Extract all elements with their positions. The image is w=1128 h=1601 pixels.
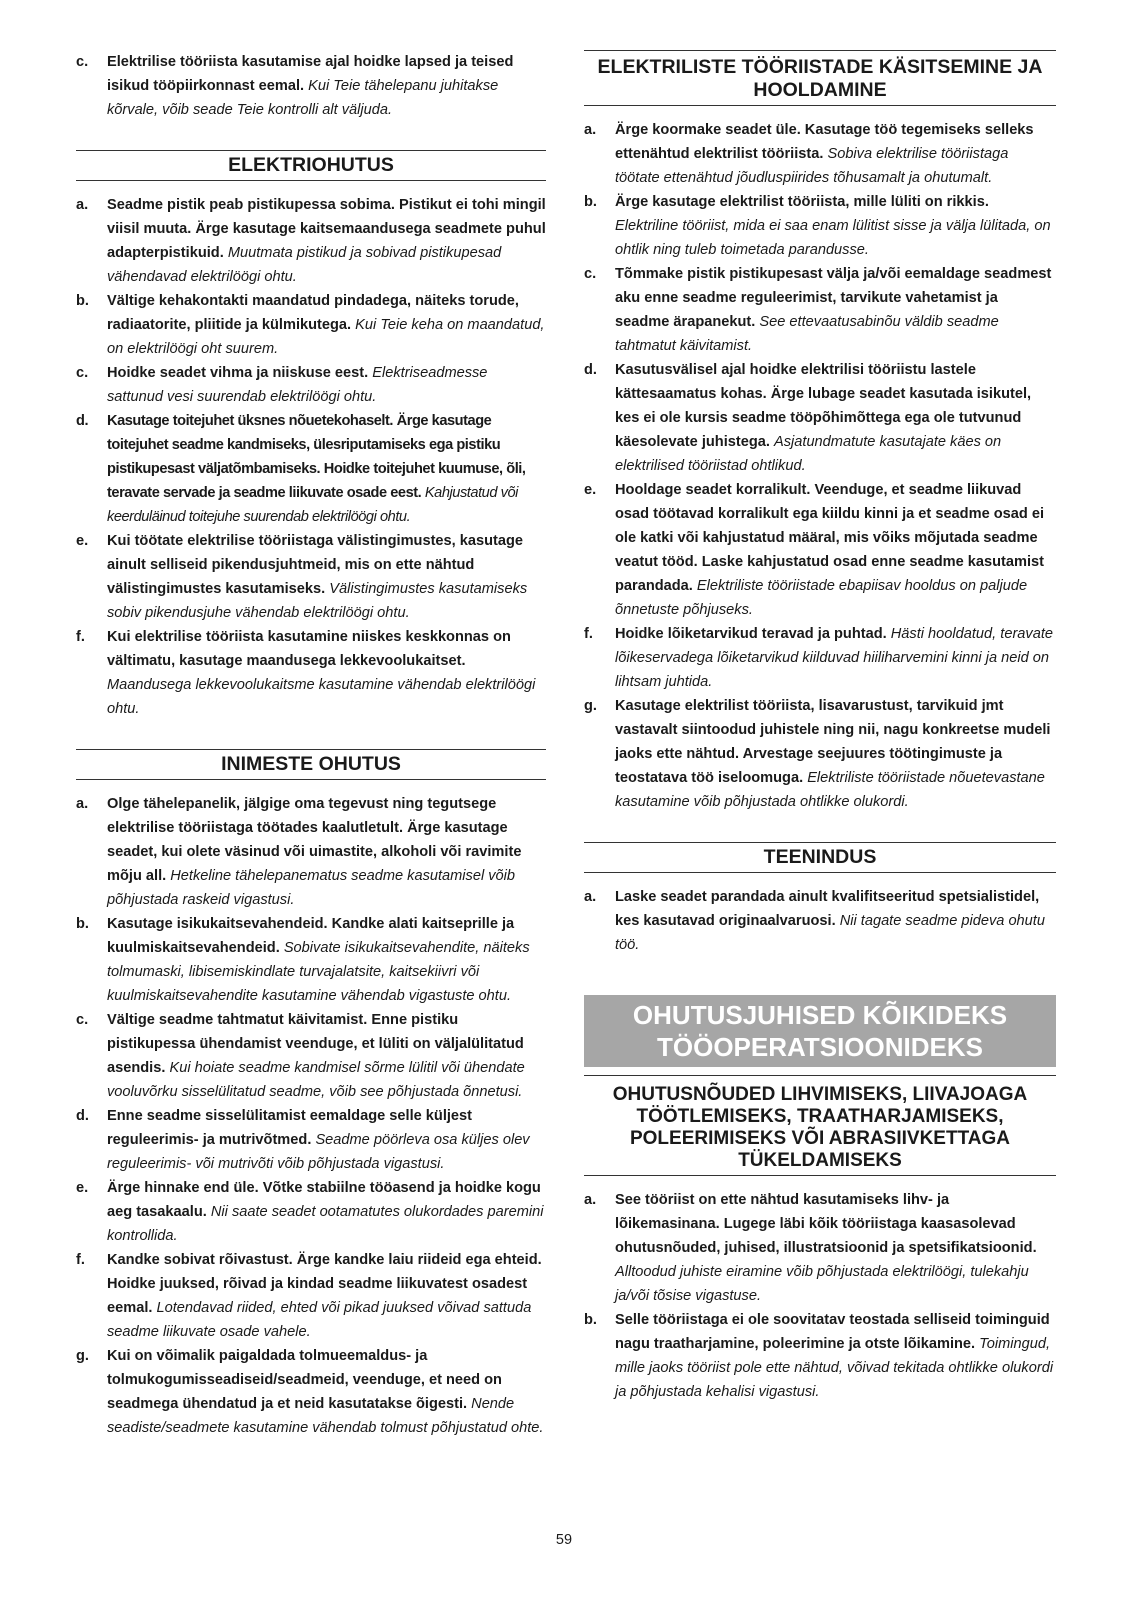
item-bold-text: Seadme pistik peab pistikupessa sobima. Pistikut ei tohi mingil viisil muuta. Ärge kasutage kaitsemaandusega seadmete puhul adapterpistikuid. [107,197,546,261]
item-italic-text: Toimingud, mille jaoks tööriist pole ette nähtud, võivad tekitada ohtlikke olukordi ja põhjustada kehalisi vigastusi. [615,1336,1054,1400]
item-letter: a. [76,197,89,213]
item-italic-text: Elektriliste tööriistade nõuetevastane kasutamine võib põhjustada ohtlikke olukordi. [615,770,1045,810]
list-item [76,361,546,409]
heading-line: ELEKTRILISTE TÖÖRIISTADE KÄSITSEMINE JA [597,56,1043,78]
section-heading-teenindus: TEENINDUS [584,842,1056,873]
item-italic-text: Seadme pöörleva osa küljes olev reguleerimis- või mutrivõti võib põhjustada vigastusi. [107,1132,530,1172]
item-italic-text: Lotendavad riided, ehted või pikad juuksed võivad sattuda seadme liikuvate osade vahele. [107,1300,532,1340]
item-bold-text: Kui töötate elektrilise tööriistaga välistingimustes, kasutage ainult selliseid pikendusjuhtmeid, mis on ette nähtud välistingimustes kasutamiseks. [107,533,524,597]
item-italic-text: Kui Teie keha on maandatud, on elektrilöögi oht suurem. [107,317,545,357]
list-item [584,885,1056,957]
item-bold-text: Hoidke lõiketarvikud teravad ja puhtad. [615,626,887,642]
list-item [584,694,1056,814]
list-item [76,1008,546,1104]
item-bold-text: Kandke sobivat rõivastust. Ärge kandke laiu riideid ega ehteid. Hoidke juuksed, rõivad ja kindad seadme liikuvatest osadest eemal. [107,1252,542,1316]
item-bold-text: Kui on võimalik paigaldada tolmueemaldus- ja tolmukogumisseadiseid/seadmeid, veenduge, et need on seadmega ühendatud ja et neid kasutatakse õigesti. [107,1348,502,1412]
item-italic-text: Elektriline tööriist, mida ei saa enam lülitist sisse ja välja lülitada, on ohtlik ning tuleb toimetada parandusse. [615,218,1051,258]
item-letter: f. [76,629,85,645]
list-item [584,358,1056,478]
list-item [76,912,546,1008]
item-letter: b. [76,293,89,309]
section-heading-lihvimine [584,1075,1056,1176]
item-letter: e. [76,1180,89,1196]
item-italic-text: Muutmata pistikud ja sobivad pistikupesad vähendavad elektrilöögi ohtu. [107,245,502,285]
heading-line: HOOLDAMINE [753,79,887,101]
item-letter: d. [584,362,597,378]
list-item [76,529,546,625]
heading-line: TÖÖTLEMISEKS, TRAATHARJAMISEKS, [636,1106,1004,1127]
item-bold-text: Ärge hinnake end üle. Võtke stabiilne tööasend ja hoidke kogu aeg tasakaalu. [107,1180,541,1220]
item-letter: b. [76,916,89,932]
item-italic-text: Välistingimustes kasutamiseks sobiv pikendusjuhe vähendab elektrilöögi ohtu. [107,581,528,621]
item-letter: d. [76,413,89,429]
item-letter: c. [584,266,597,282]
section-banner [584,995,1056,1067]
item-letter: f. [76,1252,85,1268]
list-item [76,1344,546,1440]
list-item [584,118,1056,190]
item-letter: a. [584,1192,597,1208]
section-heading-inimeste-ohutus: INIMESTE OHUTUS [76,749,546,780]
item-italic-text: Nende seadiste/seadmete kasutamine vähendab tolmust põhjustatud ohte. [107,1396,544,1436]
item-letter: a. [584,122,597,138]
item-letter: e. [584,482,597,498]
item-bold-text: Ärge kasutage elektrilist tööriista, mille lüliti on rikkis. [615,194,989,210]
list-item [584,622,1056,694]
list-item [76,1104,546,1176]
item-bold-text: Kasutage elektrilist tööriista, lisavarustust, tarvikuid jmt vastavalt siintoodud juhistele ning nii, nagu konkreetse mudeli jaoks ette nähtud. Arvestage seejuures töötingimuste ja teostatava töö iseloomuga. [615,698,1051,786]
item-letter: c. [76,365,89,381]
heading-line: OHUTUSNÕUDED LIHVIMISEKS, LIIVAJOAGA [612,1084,1028,1105]
item-bold-text: Vältige seadme tahtmatut käivitamist. Enne pistiku pistikupessa ühendamist veenduge, et lüliti on väljalülitatud asendis. [107,1012,524,1076]
item-letter: a. [76,796,89,812]
item-letter: e. [76,533,89,549]
list-item [584,190,1056,262]
item-italic-text: Elektriseadmesse sattunud vesi suurendab elektrilöögi ohtu. [107,365,488,405]
item-letter: b. [584,1312,597,1328]
item-italic-text: Asjatundmatute kasutajate käes on elektrilised tööriistad ohtlikud. [615,434,1002,474]
item-bold-text: Elektrilise tööriista kasutamise ajal hoidke lapsed ja teised isikud tööpiirkonnast eemal. [107,54,514,94]
item-bold-text: Kasutage isikukaitsevahendeid. Kandke alati kaitseprille ja kuulmiskaitsevahendeid. [107,916,515,956]
heading-line: TÜKELDAMISEKS [738,1150,902,1171]
banner-line: OHUTUSJUHISED KÕIKIDEKS [632,1000,1008,1030]
left-column [76,50,546,1440]
item-letter: d. [76,1108,89,1124]
list-item [76,792,546,912]
list-item [76,1248,546,1344]
right-column [584,50,1056,1404]
item-italic-text: Kui Teie tähelepanu juhitakse kõrvale, võib seade Teie kontrolli alt väljuda. [107,78,499,118]
item-bold-text: Olge tähelepanelik, jälgige oma tegevust ning tegutsege elektrilise tööriistaga töötades kaalutletult. Ärge kasutage seadet, kui olete väsinud või uimastite, alkoholi või ravimite mõju all. [107,796,522,884]
section-heading-elektriohutus: ELEKTRIOHUTUS [76,150,546,181]
item-italic-text: Kui hoiate seadme kandmisel sõrme lülitil või ühendate vooluvõrku sisselülitatud seadme, võib see põhjustada õnnetusi. [107,1060,525,1100]
item-bold-text: Vältige kehakontakti maandatud pindadega, näiteks torude, radiaatorite, pliitide ja külmikutega. [107,293,519,333]
item-bold-text: Hooldage seadet korralikult. Veenduge, et seadme liikuvad osad töötavad korralikult ega kiildu kinni ja et seadme osad ei ole katki või kahjustatud määral, mis võiks mõjutada seadme veatut tööd. Laske kahjustatud osad enne seadme kasutamist parandada. [615,482,1045,594]
section-heading-kasitsemine [584,50,1056,106]
item-bold-text: Kasutusvälisel ajal hoidke elektrilisi tööriistu lastele kättesaamatus kohas. Ärge lubage seadet kasutada isikutel, kes ei ole kursis seadme tööpõhimõttega ega ole tutvunud käesolevate juhistega. [615,362,1032,450]
item-bold-text: Kui elektrilise tööriista kasutamine niiskes keskkonnas on vältimatu, kasutage maandusega lekkevoolukaitset. [107,629,511,669]
item-italic-text: Nii tagate seadme pideva ohutu töö. [615,913,1045,953]
item-italic-text: Hästi hooldatud, teravate lõikeservadega lõiketarvikud kiilduvad hiiliharvemini kinni ja neid on lihtsam juhtida. [615,626,1054,690]
list-item [76,1176,546,1248]
item-letter: c. [76,1012,89,1028]
item-letter: a. [584,889,597,905]
list-item [584,1308,1056,1404]
item-letter: f. [584,626,593,642]
list-item [76,409,546,529]
item-italic-text: See ettevaatusabinõu väldib seadme tahtmatut käivitamist. [615,314,999,354]
item-italic-text: Elektriliste tööriistade ebapiisav hooldus on paljude õnnetuste põhjuseks. [615,578,1028,618]
page-number: 59 [555,1532,573,1548]
item-italic-text: Maandusega lekkevoolukaitsme kasutamine vähendab elektrilöögi ohtu. [107,677,536,717]
item-bold-text: Laske seadet parandada ainult kvalifitseeritud spetsialistidel, kes kasutavad originaalvaruosi. [615,889,1040,929]
item-italic-text: Alltoodud juhiste eiramine võib põhjustada elektrilöögi, tulekahju ja/või tõsise vigastuse. [615,1264,1029,1304]
item-bold-text: Kasutage toitejuhet üksnes nõuetekohaselt. Ärge kasutage toitejuhet seadme kandmiseks, ülesriputamiseks ega pistiku pistikupesast väljatõmbamiseks. Hoidke toitejuhet kuumuse, õli, teravate servade ja seadme liikuvate osade eest. [107,413,526,501]
item-letter: g. [76,1348,89,1364]
item-italic-text: Hetkeline tähelepanematus seadme kasutamisel võib põhjustada raskeid vigastusi. [107,868,516,908]
list-item [76,50,546,122]
list-item [76,625,546,721]
item-italic-text: Sobiva elektrilise tööriistaga töötate ettenähtud jõudluspiirides tõhusamalt ja ohutumalt. [615,146,1009,186]
item-letter: b. [584,194,597,210]
banner-line: TÖÖOPERATSIOONIDEKS [657,1032,983,1062]
list-item [76,193,546,289]
item-bold-text: Tõmmake pistik pistikupesast välja ja/või eemaldage seadmest aku enne seadme reguleerimist, tarvikute vahetamist ja seadme ärapanekut. [615,266,1052,330]
item-bold-text: Ärge koormake seadet üle. Kasutage töö tegemiseks selleks ettenähtud elektrilist tööriista. [615,122,1034,162]
item-italic-text: Kahjustatud või keerduläinud toitejuhe suurendab elektrilöögi ohtu. [107,485,518,525]
item-letter: c. [76,54,89,70]
list-item [584,262,1056,358]
item-bold-text: Hoidke seadet vihma ja niiskuse eest. [107,365,369,381]
item-letter: g. [584,698,597,714]
item-bold-text: Enne seadme sisselülitamist eemaldage selle küljest reguleerimis- ja mutrivõtmed. [107,1108,473,1148]
list-item [76,289,546,361]
heading-line: POLEERIMISEKS VÕI ABRASIIVKETTAGA [629,1128,1011,1149]
list-item [584,1188,1056,1308]
item-italic-text: Sobivate isikukaitsevahendite, näiteks tolmumaski, libisemiskindlate turvajalatsite, kaitsekiivri või kuulmiskaitsevahendite kasutamine vähendab vigastuste ohtu. [107,940,530,1004]
item-bold-text: See tööriist on ette nähtud kasutamiseks lihv- ja lõikemasinana. Lugege läbi kõik tööriistaga kaasasolevad ohutusnõuded, juhised, illustratsioonid ja spetsifikatsioonid. [615,1192,1037,1256]
list-item [584,478,1056,622]
item-bold-text: Selle tööriistaga ei ole soovitatav teostada selliseid toiminguid nagu traatharjamine, poleerimine ja otste lõikamine. [615,1312,1050,1352]
item-italic-text: Nii saate seadet ootamatutes olukordades paremini kontrollida. [107,1204,544,1244]
